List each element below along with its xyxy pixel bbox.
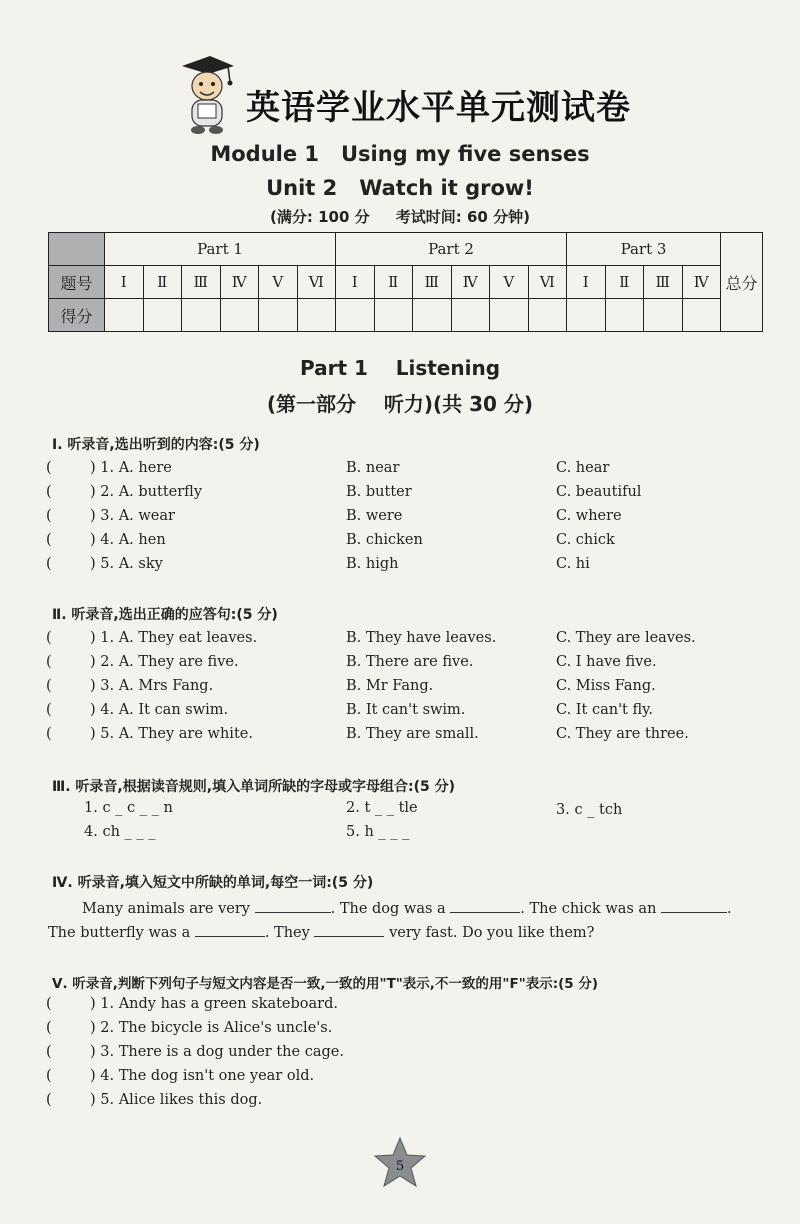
word-blank-5[interactable]: 5. h _ _ _ [346,824,410,840]
question-numeral: Ⅴ [490,266,529,299]
section-4-heading: Ⅳ. 听录音,填入短文中所缺的单词,每空一词:(5 分) [52,875,374,891]
section-3-heading: Ⅲ. 听录音,根据读音规则,填入单词所缺的字母或字母组合:(5 分) [52,779,456,795]
statement-text: ) 4. The dog isn't one year old. [90,1068,315,1084]
part-3-header: Part 3 [567,233,721,266]
score-cell[interactable] [336,299,375,332]
answer-paren[interactable]: ( [46,1020,52,1036]
score-cell[interactable] [490,299,529,332]
question-numeral: Ⅵ [297,266,336,299]
question-row [46,1020,766,1042]
question-option-a: ) 5. A. sky [90,556,163,572]
score-table-header-row [49,233,763,266]
question-option-c: C. beautiful [556,484,642,500]
score-cell[interactable] [182,299,221,332]
question-option-c: C. They are three. [556,726,689,742]
question-option-a: ) 1. A. They eat leaves. [90,630,258,646]
part-2-header: Part 2 [336,233,567,266]
question-option-c: C. hear [556,460,610,476]
score-cell[interactable] [682,299,721,332]
answer-paren[interactable]: ( [46,1092,52,1108]
question-option-c: C. hi [556,556,590,572]
score-cell[interactable] [297,299,336,332]
score-cell[interactable] [528,299,567,332]
answer-paren[interactable]: ( [46,460,52,476]
fill-blank[interactable] [450,898,520,913]
score-table-number-row [49,266,763,299]
question-option-a: ) 5. A. They are white. [90,726,253,742]
passage-line-2 [48,922,594,941]
answer-paren[interactable]: ( [46,484,52,500]
question-option-b: B. Mr Fang. [346,678,434,694]
question-row [46,484,766,506]
question-option-a: ) 3. A. Mrs Fang. [90,678,214,694]
fill-blank[interactable] [255,898,331,913]
question-row [46,1092,766,1114]
answer-paren[interactable]: ( [46,508,52,524]
question-option-b: B. There are five. [346,654,474,670]
question-row [46,532,766,554]
question-numeral: Ⅲ [413,266,452,299]
section-2-heading: Ⅱ. 听录音,选出正确的应答句:(5 分) [52,607,278,623]
answer-paren[interactable]: ( [46,996,52,1012]
score-cell[interactable] [105,299,144,332]
question-row [46,726,766,748]
score-cell[interactable] [567,299,606,332]
question-option-b: B. They have leaves. [346,630,497,646]
exam-title: 英语学业水平单元测试卷 [246,88,631,128]
fill-blank[interactable] [314,922,384,937]
question-option-b: B. near [346,460,400,476]
question-numeral: Ⅱ [374,266,413,299]
answer-paren[interactable]: ( [46,654,52,670]
score-table-score-row [49,299,763,332]
answer-paren[interactable]: ( [46,532,52,548]
fill-blank[interactable] [661,898,727,913]
question-row [46,654,766,676]
question-option-c: C. They are leaves. [556,630,696,646]
question-numeral: Ⅱ [143,266,182,299]
section-5-heading: Ⅴ. 听录音,判断下列句子与短文内容是否一致,一致的用"T"表示,不一致的用"F"表示:(5 分) [52,976,599,992]
answer-paren[interactable]: ( [46,726,52,742]
passage-text: . The dog was a [330,901,446,917]
part-1-header: Part 1 [105,233,336,266]
page-number-star-icon [372,1136,428,1190]
question-number-label: 题号 [49,266,105,299]
passage-text: . [727,901,732,917]
passage-text: . They [264,925,310,941]
section-1-heading: Ⅰ. 听录音,选出听到的内容:(5 分) [52,437,260,453]
question-numeral: Ⅱ [605,266,644,299]
statement-text: ) 3. There is a dog under the cage. [90,1044,344,1060]
word-blank-2[interactable]: 2. t _ _ tle [346,800,418,816]
question-row [46,702,766,724]
question-option-b: B. chicken [346,532,423,548]
score-table-corner [49,233,105,266]
question-option-b: B. high [346,556,399,572]
word-blank-1[interactable]: 1. c _ c _ _ n [84,800,173,816]
question-option-c: C. It can't fly. [556,702,654,718]
score-table [48,232,763,332]
word-blank-4[interactable]: 4. ch _ _ _ [84,824,156,840]
unit-title: Unit 2 Watch it grow! [266,176,534,200]
question-row [46,630,766,652]
answer-paren[interactable]: ( [46,1044,52,1060]
module-title: Module 1 Using my five senses [210,142,590,166]
passage-text: Many animals are very [82,901,250,917]
passage-text: . The chick was an [520,901,657,917]
score-cell[interactable] [374,299,413,332]
question-numeral: Ⅴ [259,266,298,299]
score-cell[interactable] [644,299,683,332]
question-option-c: C. chick [556,532,615,548]
score-cell[interactable] [143,299,182,332]
question-option-a: ) 2. A. They are five. [90,654,239,670]
question-row [46,1044,766,1066]
score-cell[interactable] [451,299,490,332]
part-1-title: Part 1 Listening [299,356,501,380]
score-cell[interactable] [413,299,452,332]
question-option-b: B. butter [346,484,412,500]
answer-paren[interactable]: ( [46,556,52,572]
question-numeral: Ⅳ [220,266,259,299]
fill-blank[interactable] [195,922,265,937]
answer-paren[interactable]: ( [46,630,52,646]
question-row [46,1068,766,1090]
exam-meta: (满分: 100 分 考试时间: 60 分钟) [270,208,530,226]
question-option-c: C. Miss Fang. [556,678,656,694]
passage-line-1 [82,898,732,917]
passage-text: The butterfly was a [48,925,191,941]
question-option-b: B. They are small. [346,726,479,742]
part-1-subtitle: (第一部分 听力)(共 30 分) [266,392,534,416]
question-option-a: ) 3. A. wear [90,508,175,524]
score-label: 得分 [49,299,105,332]
score-cell[interactable] [220,299,259,332]
question-numeral: Ⅰ [567,266,606,299]
answer-paren[interactable]: ( [46,702,52,718]
page-number: 5 [395,1159,405,1174]
question-row [46,508,766,530]
question-option-a: ) 1. A. here [90,460,172,476]
word-blank-3[interactable]: 3. c _ tch [556,802,623,818]
question-numeral: Ⅲ [182,266,221,299]
question-numeral: Ⅰ [336,266,375,299]
question-numeral: Ⅳ [451,266,490,299]
question-row [46,996,766,1018]
score-cell[interactable] [259,299,298,332]
statement-text: ) 1. Andy has a green skateboard. [90,996,338,1012]
answer-paren[interactable]: ( [46,1068,52,1084]
statement-text: ) 2. The bicycle is Alice's uncle's. [90,1020,333,1036]
question-row [46,678,766,700]
question-option-c: C. I have five. [556,654,657,670]
question-numeral: Ⅰ [105,266,144,299]
question-option-a: ) 4. A. It can swim. [90,702,229,718]
passage-text: very fast. Do you like them? [389,925,595,941]
question-numeral: Ⅵ [528,266,567,299]
question-option-a: ) 2. A. butterfly [90,484,203,500]
question-option-b: B. were [346,508,403,524]
question-numeral: Ⅲ [644,266,683,299]
question-option-c: C. where [556,508,622,524]
question-row [46,556,766,578]
answer-paren[interactable]: ( [46,678,52,694]
question-row [46,460,766,482]
question-numeral: Ⅳ [682,266,721,299]
statement-text: ) 5. Alice likes this dog. [90,1092,263,1108]
score-cell[interactable] [605,299,644,332]
mascot-scholar-icon [178,52,236,136]
question-option-b: B. It can't swim. [346,702,466,718]
total-score-header: 总分 [721,233,763,332]
question-option-a: ) 4. A. hen [90,532,166,548]
